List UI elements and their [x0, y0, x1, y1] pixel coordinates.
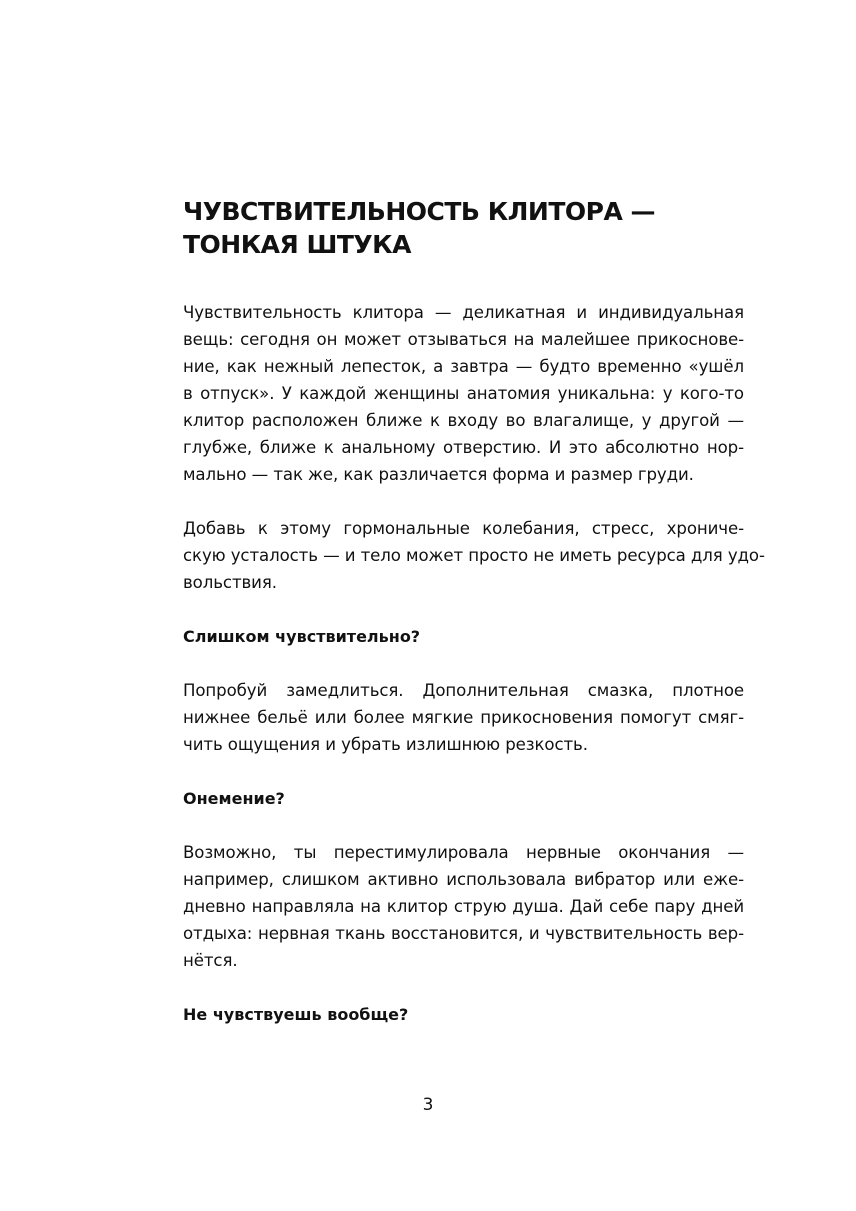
text-line: отдыха: нервная ткань восстановится, и чувствительность вер- — [183, 924, 744, 943]
paragraph-clitoral-sensitivity — [183, 299, 744, 488]
text-line: вещь: сегодня он может отзываться на малейшее прикоснове- — [183, 330, 744, 349]
text-line: Чувствительность клитора — деликатная и индивидуальная — [183, 303, 744, 322]
subheading-no-feeling: Не чувствуешь вообще? — [183, 1005, 409, 1024]
text-line: клитор расположен ближе к входу во влагалище, у другой — — [183, 411, 744, 430]
text-line: ние, как нежный лепесток, а завтра — будто временно «ушёл — [183, 357, 744, 376]
page-content — [183, 195, 765, 1055]
text-line: нётся. — [183, 951, 238, 970]
text-line: дневно направляла на клитор струю душа. Дай себе пару дней — [183, 897, 744, 916]
page-number: 3 — [422, 1095, 434, 1115]
text-line: вольствия. — [183, 573, 277, 592]
chapter-title-line: ТОНКАЯ ШТУКА — [183, 230, 411, 259]
text-line: в отпуск». У каждой женщины анатомия уникальна: у кого-то — [183, 384, 744, 403]
text-line: скую усталость — и тело может просто не иметь ресурса для удо- — [183, 546, 765, 565]
subheading-numbness: Онемение? — [183, 789, 285, 808]
text-line: Попробуй замедлиться. Дополнительная смазка, плотное — [183, 681, 744, 700]
chapter-title-line: ЧУВСТВИТЕЛЬНОСТЬ КЛИТОРА — — [183, 197, 655, 226]
subheading-too-sensitive: Слишком чувствительно? — [183, 627, 421, 646]
text-line: например, слишком активно использовала вибратор или еже- — [183, 870, 744, 889]
text-line: глубже, ближе к анальному отверстию. И это абсолютно нор- — [183, 438, 744, 457]
paragraph-overstimulation — [183, 839, 744, 974]
text-line: Возможно, ты перестимулировала нервные окончания — — [183, 843, 744, 862]
chapter-title — [183, 195, 744, 261]
text-line: нижнее бельё или более мягкие прикосновения помогут смяг- — [183, 708, 744, 727]
text-line: мально — так же, как различается форма и размер груди. — [183, 465, 694, 484]
paragraph-hormones — [183, 515, 765, 596]
text-line: Добавь к этому гормональные колебания, стресс, хрониче- — [183, 519, 744, 538]
text-line: чить ощущения и убрать излишнюю резкость. — [183, 735, 588, 754]
paragraph-slow-down — [183, 677, 744, 758]
